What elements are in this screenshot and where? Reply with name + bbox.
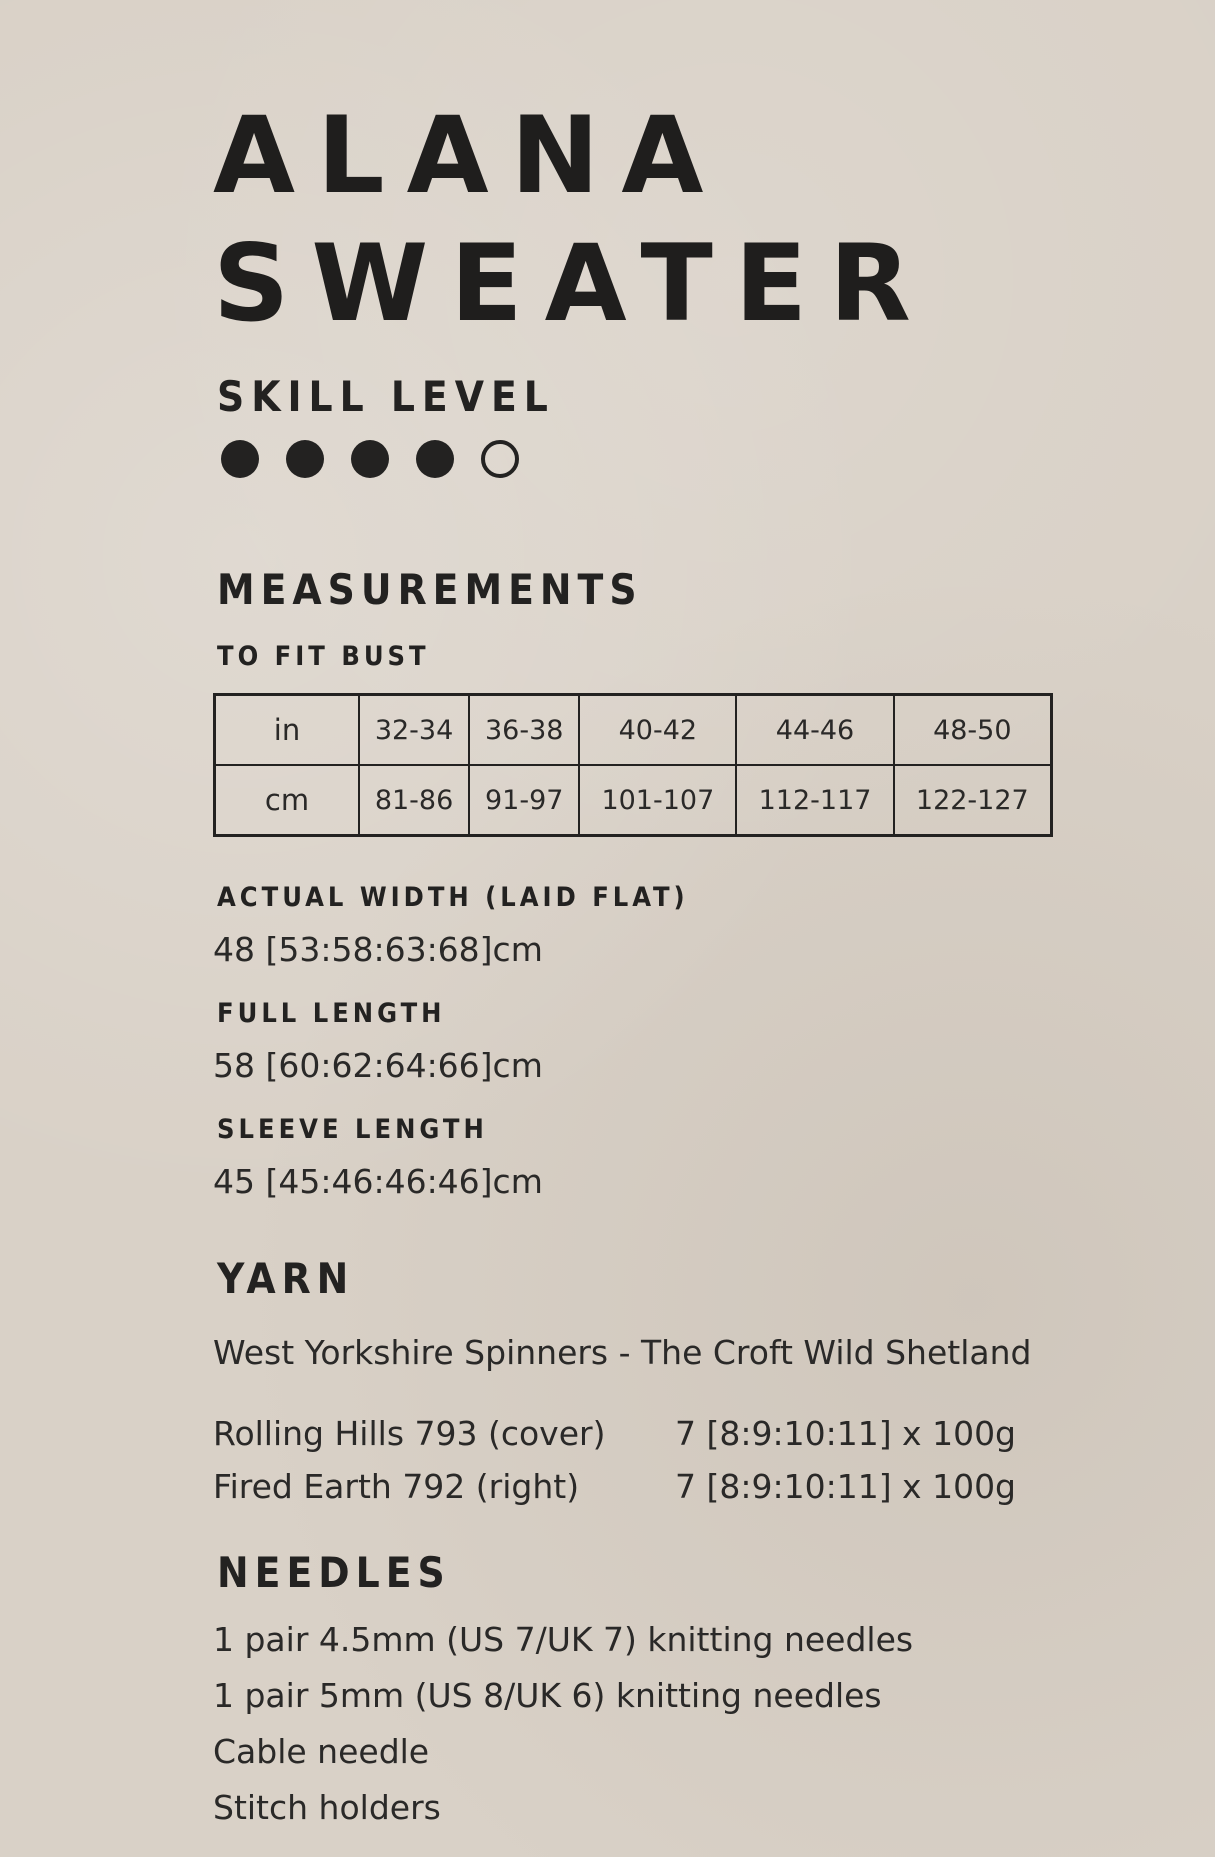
list-item: 1 pair 5mm (US 8/UK 6) knitting needles bbox=[213, 1676, 882, 1715]
table-cell: 81-86 bbox=[359, 765, 469, 836]
measurements-heading: MEASUREMENTS bbox=[217, 565, 643, 614]
pattern-title-line1: ALANA bbox=[213, 94, 726, 217]
pattern-title bbox=[213, 92, 933, 348]
yarn-color-name: Fired Earth 792 (right) bbox=[213, 1467, 580, 1506]
table-cell: 32-34 bbox=[359, 695, 469, 766]
list-item: 1 pair 4.5mm (US 7/UK 7) knitting needles bbox=[213, 1620, 914, 1659]
table-cell: 44-46 bbox=[736, 695, 893, 766]
yarn-brand: West Yorkshire Spinners - The Croft Wild Shetland bbox=[213, 1333, 1032, 1372]
table-cell: 112-117 bbox=[736, 765, 893, 836]
table-cell-unit: in bbox=[215, 695, 360, 766]
skill-level-heading: SKILL LEVEL bbox=[217, 372, 555, 421]
yarn-color-name: Rolling Hills 793 (cover) bbox=[213, 1414, 606, 1453]
yarn-color-amount: 7 [8:9:10:11] x 100g bbox=[675, 1467, 1017, 1506]
table-cell: 101-107 bbox=[579, 765, 736, 836]
skill-level-rating bbox=[221, 440, 519, 478]
table-cell: 36-38 bbox=[469, 695, 579, 766]
table-cell: 40-42 bbox=[579, 695, 736, 766]
sleeve-length-value: 45 [45:46:46:46]cm bbox=[213, 1162, 543, 1201]
full-length-value: 58 [60:62:64:66]cm bbox=[213, 1046, 543, 1085]
needles-list bbox=[213, 1612, 913, 1836]
to-fit-bust-heading: TO FIT BUST bbox=[217, 641, 430, 672]
actual-width-heading: ACTUAL WIDTH (LAID FLAT) bbox=[217, 882, 689, 913]
skill-dot-2 bbox=[286, 440, 324, 478]
table-row bbox=[215, 695, 1052, 766]
skill-dot-1 bbox=[221, 440, 259, 478]
needles-heading: NEEDLES bbox=[217, 1548, 451, 1597]
list-item: Cable needle bbox=[213, 1732, 430, 1771]
table-row bbox=[215, 765, 1052, 836]
table-cell-unit: cm bbox=[215, 765, 360, 836]
pattern-title-line2: SWEATER bbox=[213, 222, 933, 345]
table-cell: 122-127 bbox=[894, 765, 1052, 836]
yarn-heading: YARN bbox=[217, 1254, 355, 1303]
skill-dot-4 bbox=[416, 440, 454, 478]
skill-dot-3 bbox=[351, 440, 389, 478]
bust-size-table bbox=[213, 693, 1053, 837]
table-cell: 91-97 bbox=[469, 765, 579, 836]
yarn-color-amount: 7 [8:9:10:11] x 100g bbox=[675, 1414, 1017, 1453]
skill-dot-5 bbox=[481, 440, 519, 478]
list-item: Stitch holders bbox=[213, 1788, 441, 1827]
actual-width-value: 48 [53:58:63:68]cm bbox=[213, 930, 543, 969]
table-cell: 48-50 bbox=[894, 695, 1052, 766]
sleeve-length-heading: SLEEVE LENGTH bbox=[217, 1114, 488, 1145]
full-length-heading: FULL LENGTH bbox=[217, 998, 446, 1029]
